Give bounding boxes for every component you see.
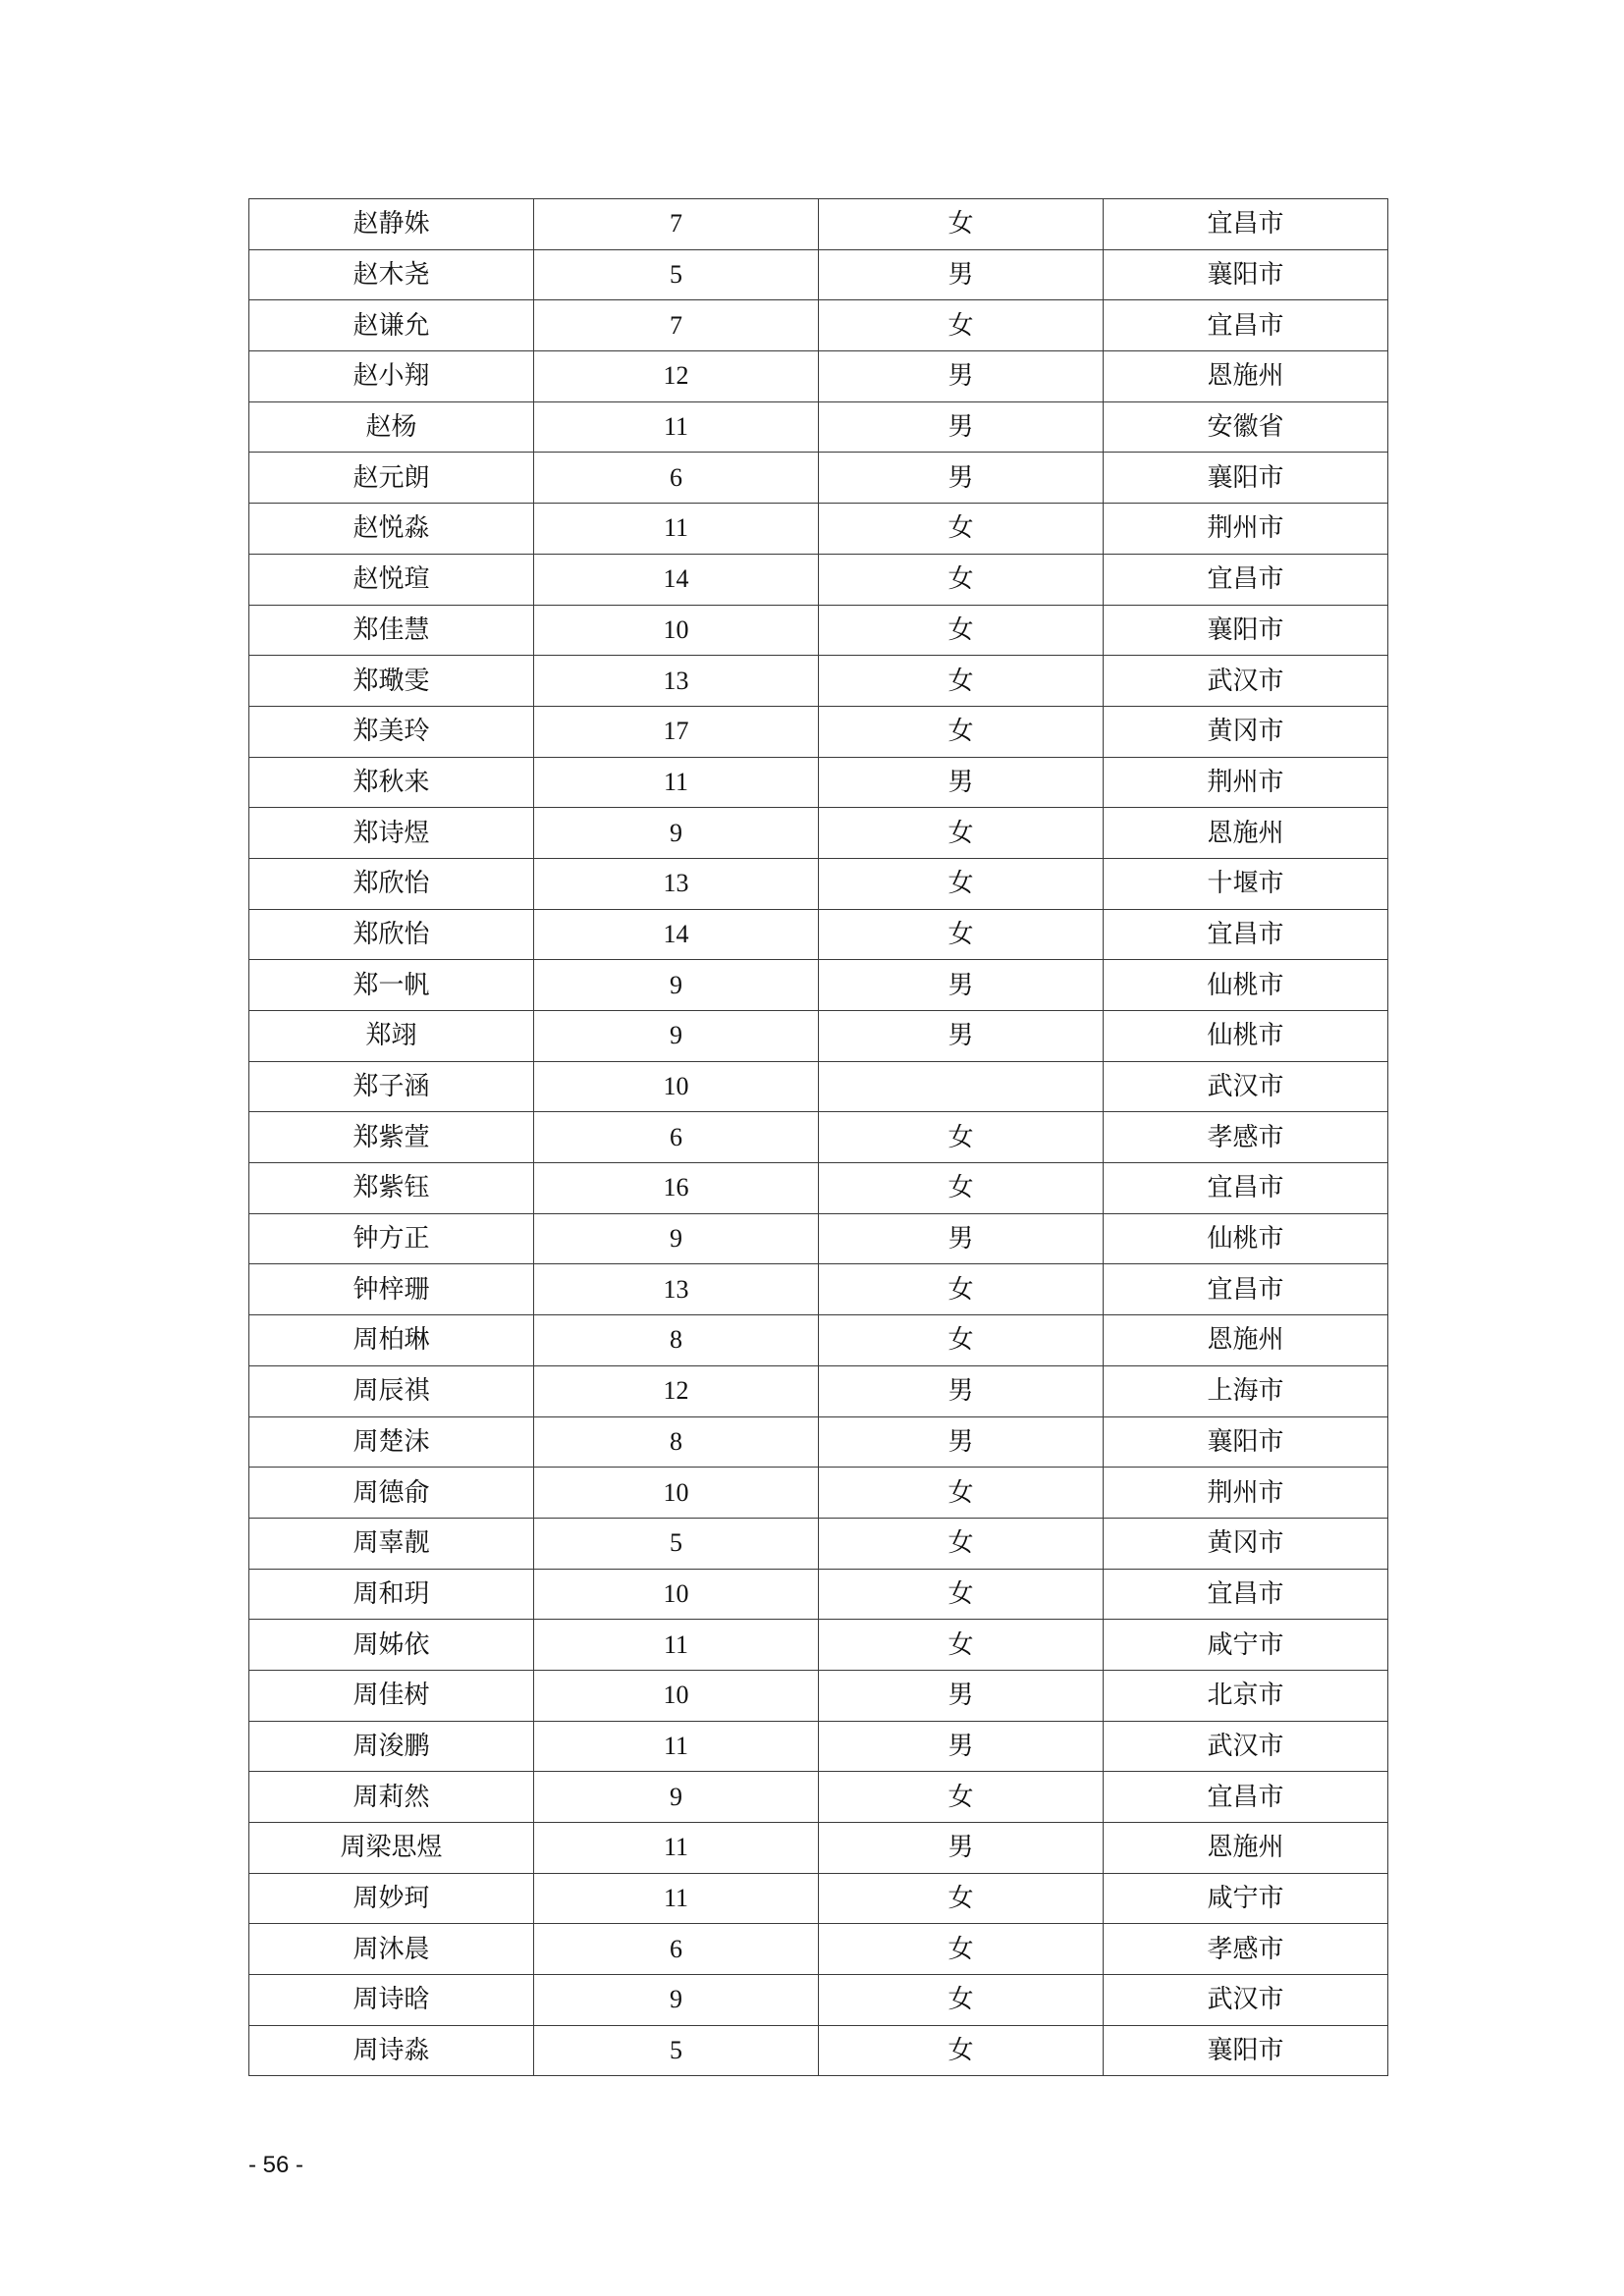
table-row bbox=[249, 605, 1388, 656]
gender-cell: 男 bbox=[819, 1670, 1104, 1721]
gender-cell: 男 bbox=[819, 1823, 1104, 1874]
age-cell: 6 bbox=[534, 1112, 819, 1163]
name-cell: 郑翊 bbox=[249, 1011, 534, 1062]
table-row bbox=[249, 1112, 1388, 1163]
name-cell: 郑璥雯 bbox=[249, 656, 534, 707]
age-cell: 5 bbox=[534, 2025, 819, 2076]
age-cell: 9 bbox=[534, 1975, 819, 2026]
table-row bbox=[249, 1670, 1388, 1721]
table-row bbox=[249, 504, 1388, 555]
table-row bbox=[249, 1924, 1388, 1975]
name-cell: 郑诗煜 bbox=[249, 808, 534, 859]
gender-cell: 男 bbox=[819, 401, 1104, 453]
name-cell: 周楚沫 bbox=[249, 1416, 534, 1468]
table-row bbox=[249, 1823, 1388, 1874]
gender-cell: 女 bbox=[819, 605, 1104, 656]
table-row bbox=[249, 2025, 1388, 2076]
region-cell: 宜昌市 bbox=[1104, 1163, 1388, 1214]
age-cell: 17 bbox=[534, 706, 819, 757]
name-cell: 郑美玲 bbox=[249, 706, 534, 757]
region-cell: 宜昌市 bbox=[1104, 1772, 1388, 1823]
roster-table-body bbox=[249, 199, 1388, 2076]
region-cell: 襄阳市 bbox=[1104, 249, 1388, 300]
name-cell: 周德俞 bbox=[249, 1468, 534, 1519]
gender-cell: 女 bbox=[819, 808, 1104, 859]
age-cell: 13 bbox=[534, 656, 819, 707]
gender-cell: 女 bbox=[819, 1163, 1104, 1214]
region-cell: 黄冈市 bbox=[1104, 706, 1388, 757]
table-row bbox=[249, 554, 1388, 605]
table-row bbox=[249, 1468, 1388, 1519]
name-cell: 赵谦允 bbox=[249, 300, 534, 351]
region-cell: 孝感市 bbox=[1104, 1112, 1388, 1163]
gender-cell: 女 bbox=[819, 656, 1104, 707]
name-cell: 周沐晨 bbox=[249, 1924, 534, 1975]
age-cell: 5 bbox=[534, 249, 819, 300]
region-cell: 襄阳市 bbox=[1104, 453, 1388, 504]
region-cell: 咸宁市 bbox=[1104, 1620, 1388, 1671]
age-cell: 11 bbox=[534, 1873, 819, 1924]
name-cell: 郑紫萱 bbox=[249, 1112, 534, 1163]
age-cell: 11 bbox=[534, 1620, 819, 1671]
region-cell: 仙桃市 bbox=[1104, 960, 1388, 1011]
age-cell: 11 bbox=[534, 1721, 819, 1772]
table-row bbox=[249, 1213, 1388, 1264]
gender-cell: 女 bbox=[819, 2025, 1104, 2076]
table-row bbox=[249, 960, 1388, 1011]
region-cell: 宜昌市 bbox=[1104, 1569, 1388, 1620]
name-cell: 周姊依 bbox=[249, 1620, 534, 1671]
name-cell: 周诗晗 bbox=[249, 1975, 534, 2026]
name-cell: 赵杨 bbox=[249, 401, 534, 453]
page-number: - 56 - bbox=[248, 2152, 304, 2178]
age-cell: 9 bbox=[534, 1772, 819, 1823]
name-cell: 郑子涵 bbox=[249, 1061, 534, 1112]
table-row bbox=[249, 453, 1388, 504]
age-cell: 16 bbox=[534, 1163, 819, 1214]
age-cell: 7 bbox=[534, 199, 819, 250]
age-cell: 14 bbox=[534, 554, 819, 605]
region-cell: 咸宁市 bbox=[1104, 1873, 1388, 1924]
name-cell: 周妙珂 bbox=[249, 1873, 534, 1924]
gender-cell: 男 bbox=[819, 249, 1104, 300]
table-row bbox=[249, 1518, 1388, 1569]
region-cell: 孝感市 bbox=[1104, 1924, 1388, 1975]
name-cell: 钟方正 bbox=[249, 1213, 534, 1264]
name-cell: 周辰祺 bbox=[249, 1365, 534, 1416]
age-cell: 9 bbox=[534, 1011, 819, 1062]
age-cell: 11 bbox=[534, 504, 819, 555]
name-cell: 周辜靓 bbox=[249, 1518, 534, 1569]
table-row bbox=[249, 656, 1388, 707]
name-cell: 赵元朗 bbox=[249, 453, 534, 504]
name-cell: 周佳树 bbox=[249, 1670, 534, 1721]
age-cell: 10 bbox=[534, 1468, 819, 1519]
name-cell: 钟梓珊 bbox=[249, 1264, 534, 1315]
table-row bbox=[249, 199, 1388, 250]
gender-cell: 女 bbox=[819, 1873, 1104, 1924]
table-row bbox=[249, 909, 1388, 960]
age-cell: 11 bbox=[534, 1823, 819, 1874]
region-cell: 襄阳市 bbox=[1104, 605, 1388, 656]
age-cell: 6 bbox=[534, 453, 819, 504]
table-row bbox=[249, 1569, 1388, 1620]
name-cell: 赵木尧 bbox=[249, 249, 534, 300]
age-cell: 9 bbox=[534, 1213, 819, 1264]
region-cell: 荆州市 bbox=[1104, 504, 1388, 555]
region-cell: 襄阳市 bbox=[1104, 1416, 1388, 1468]
age-cell: 10 bbox=[534, 1670, 819, 1721]
age-cell: 10 bbox=[534, 1569, 819, 1620]
age-cell: 10 bbox=[534, 1061, 819, 1112]
region-cell: 武汉市 bbox=[1104, 656, 1388, 707]
age-cell: 10 bbox=[534, 605, 819, 656]
gender-cell: 女 bbox=[819, 909, 1104, 960]
table-row bbox=[249, 249, 1388, 300]
table-row bbox=[249, 706, 1388, 757]
roster-table bbox=[248, 198, 1388, 2076]
region-cell: 安徽省 bbox=[1104, 401, 1388, 453]
name-cell: 赵悦淼 bbox=[249, 504, 534, 555]
gender-cell: 女 bbox=[819, 1569, 1104, 1620]
region-cell: 仙桃市 bbox=[1104, 1011, 1388, 1062]
age-cell: 11 bbox=[534, 401, 819, 453]
gender-cell: 男 bbox=[819, 351, 1104, 402]
table-row bbox=[249, 1620, 1388, 1671]
table-row bbox=[249, 858, 1388, 909]
gender-cell: 女 bbox=[819, 300, 1104, 351]
age-cell: 13 bbox=[534, 1264, 819, 1315]
table-row bbox=[249, 1873, 1388, 1924]
name-cell: 郑欣怡 bbox=[249, 858, 534, 909]
gender-cell: 男 bbox=[819, 1721, 1104, 1772]
region-cell: 宜昌市 bbox=[1104, 909, 1388, 960]
region-cell: 上海市 bbox=[1104, 1365, 1388, 1416]
table-row bbox=[249, 300, 1388, 351]
age-cell: 8 bbox=[534, 1315, 819, 1366]
gender-cell: 女 bbox=[819, 706, 1104, 757]
age-cell: 14 bbox=[534, 909, 819, 960]
age-cell: 6 bbox=[534, 1924, 819, 1975]
region-cell: 北京市 bbox=[1104, 1670, 1388, 1721]
region-cell: 黄冈市 bbox=[1104, 1518, 1388, 1569]
gender-cell: 女 bbox=[819, 1518, 1104, 1569]
table-row bbox=[249, 1061, 1388, 1112]
name-cell: 周浚鹏 bbox=[249, 1721, 534, 1772]
gender-cell: 女 bbox=[819, 504, 1104, 555]
gender-cell: 男 bbox=[819, 960, 1104, 1011]
gender-cell: 女 bbox=[819, 199, 1104, 250]
region-cell: 十堰市 bbox=[1104, 858, 1388, 909]
age-cell: 13 bbox=[534, 858, 819, 909]
region-cell: 荆州市 bbox=[1104, 1468, 1388, 1519]
gender-cell: 男 bbox=[819, 1011, 1104, 1062]
gender-cell: 女 bbox=[819, 1620, 1104, 1671]
age-cell: 9 bbox=[534, 960, 819, 1011]
gender-cell: 男 bbox=[819, 453, 1104, 504]
region-cell: 襄阳市 bbox=[1104, 2025, 1388, 2076]
table-row bbox=[249, 401, 1388, 453]
region-cell: 宜昌市 bbox=[1104, 554, 1388, 605]
name-cell: 郑佳慧 bbox=[249, 605, 534, 656]
table-row bbox=[249, 1315, 1388, 1366]
region-cell: 荆州市 bbox=[1104, 757, 1388, 808]
name-cell: 赵静姝 bbox=[249, 199, 534, 250]
name-cell: 郑欣怡 bbox=[249, 909, 534, 960]
gender-cell: 女 bbox=[819, 1315, 1104, 1366]
age-cell: 5 bbox=[534, 1518, 819, 1569]
region-cell: 武汉市 bbox=[1104, 1721, 1388, 1772]
name-cell: 郑一帆 bbox=[249, 960, 534, 1011]
table-row bbox=[249, 1365, 1388, 1416]
region-cell: 武汉市 bbox=[1104, 1975, 1388, 2026]
gender-cell bbox=[819, 1061, 1104, 1112]
name-cell: 赵小翔 bbox=[249, 351, 534, 402]
region-cell: 宜昌市 bbox=[1104, 300, 1388, 351]
table-row bbox=[249, 1721, 1388, 1772]
name-cell: 周梁思煜 bbox=[249, 1823, 534, 1874]
table-row bbox=[249, 1416, 1388, 1468]
age-cell: 12 bbox=[534, 1365, 819, 1416]
gender-cell: 女 bbox=[819, 1924, 1104, 1975]
gender-cell: 女 bbox=[819, 1112, 1104, 1163]
table-row bbox=[249, 1264, 1388, 1315]
table-row bbox=[249, 351, 1388, 402]
table-row bbox=[249, 757, 1388, 808]
gender-cell: 女 bbox=[819, 1468, 1104, 1519]
table-row bbox=[249, 1163, 1388, 1214]
gender-cell: 男 bbox=[819, 757, 1104, 808]
table-row bbox=[249, 1975, 1388, 2026]
gender-cell: 男 bbox=[819, 1213, 1104, 1264]
gender-cell: 女 bbox=[819, 1975, 1104, 2026]
region-cell: 宜昌市 bbox=[1104, 199, 1388, 250]
gender-cell: 女 bbox=[819, 554, 1104, 605]
age-cell: 8 bbox=[534, 1416, 819, 1468]
age-cell: 12 bbox=[534, 351, 819, 402]
gender-cell: 女 bbox=[819, 1772, 1104, 1823]
age-cell: 7 bbox=[534, 300, 819, 351]
name-cell: 郑秋来 bbox=[249, 757, 534, 808]
name-cell: 周和玥 bbox=[249, 1569, 534, 1620]
age-cell: 11 bbox=[534, 757, 819, 808]
region-cell: 武汉市 bbox=[1104, 1061, 1388, 1112]
region-cell: 恩施州 bbox=[1104, 351, 1388, 402]
table-row bbox=[249, 1772, 1388, 1823]
gender-cell: 男 bbox=[819, 1365, 1104, 1416]
name-cell: 周莉然 bbox=[249, 1772, 534, 1823]
region-cell: 仙桃市 bbox=[1104, 1213, 1388, 1264]
gender-cell: 女 bbox=[819, 1264, 1104, 1315]
name-cell: 周柏琳 bbox=[249, 1315, 534, 1366]
name-cell: 赵悦瑄 bbox=[249, 554, 534, 605]
age-cell: 9 bbox=[534, 808, 819, 859]
gender-cell: 男 bbox=[819, 1416, 1104, 1468]
gender-cell: 女 bbox=[819, 858, 1104, 909]
table-row bbox=[249, 1011, 1388, 1062]
region-cell: 宜昌市 bbox=[1104, 1264, 1388, 1315]
region-cell: 恩施州 bbox=[1104, 1823, 1388, 1874]
name-cell: 郑紫钰 bbox=[249, 1163, 534, 1214]
region-cell: 恩施州 bbox=[1104, 1315, 1388, 1366]
name-cell: 周诗淼 bbox=[249, 2025, 534, 2076]
table-row bbox=[249, 808, 1388, 859]
region-cell: 恩施州 bbox=[1104, 808, 1388, 859]
